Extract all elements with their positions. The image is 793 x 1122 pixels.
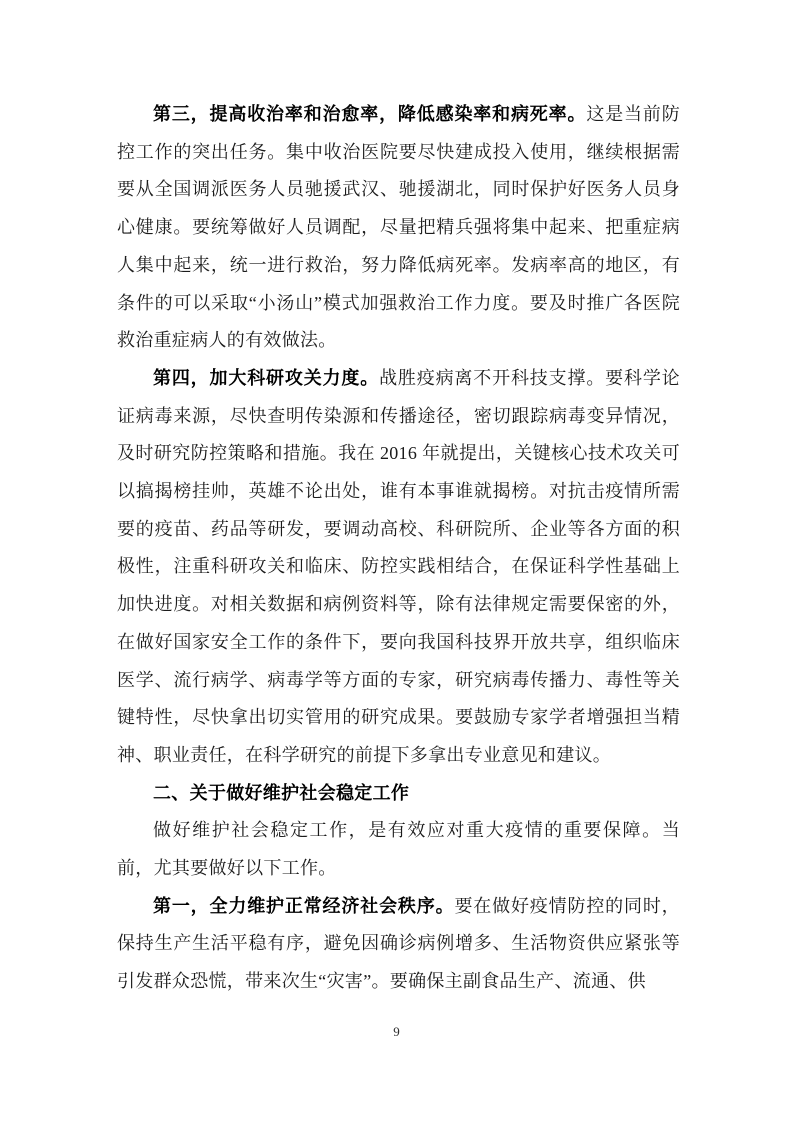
section-heading-two: 二、关于做好维护社会稳定工作 <box>153 782 410 803</box>
paragraph-third-text: 这是当前防控工作的突出任务。集中收治医院要尽快建成投入使用，继续根据需要从全国调派医务人员驰援武汉、驰援湖北，同时保护好医务人员身心健康。要统筹做好人员调配，尽量把精兵强将集中起来、把重症病人集中起来，统一进行救治，努力降低病死率。发病率高的地区，有条件的可以采取“小汤山”模式加强救治工作力度。要及时推广各医院救治重症病人的有效做法。 <box>117 104 681 351</box>
paragraph-fourth <box>117 360 680 775</box>
paragraph-first-lead: 第一，全力维护正常经济社会秩序。 <box>153 895 455 916</box>
document-body <box>117 96 680 1001</box>
paragraph-first-text: 要在做好疫情防控的同时，保持生产生活平稳有序，避免因确诊病例增多、生活物资供应紧张等引发群众恐慌，带来次生“灾害”。要确保主副食品生产、流通、供 <box>117 895 680 992</box>
paragraph-first <box>117 888 680 1001</box>
paragraph-overview-text: 做好维护社会稳定工作，是有效应对重大疫情的重要保障。当前，尤其要做好以下工作。 <box>117 820 680 879</box>
paragraph-overview <box>117 812 680 887</box>
page-footer <box>0 1024 793 1040</box>
page-number: 9 <box>393 1024 400 1039</box>
paragraph-third <box>117 96 680 360</box>
paragraph-fourth-text: 战胜疫病离不开科技支撑。要科学论证病毒来源，尽快查明传染源和传播途径，密切跟踪病毒变异情况，及时研究防控策略和措施。我在 2016 年就提出，关键核心技术攻关可以搞揭榜挂帅，英雄不论出处，谁有本事谁就揭榜。对抗击疫情所需要的疫苗、药品等研发，要调动高校、科研院所、企业等各方面的积极性，注重科研攻关和临床、防控实践相结合，在保证科学性基础上加快进度。对相关数据和病例资料等，除有法律规定需要保密的外，在做好国家安全工作的条件下，要向我国科技界开放共享，组织临床医学、流行病学、病毒学等方面的专家，研究病毒传播力、毒性等关键特性，尽快拿出切实管用的研究成果。要鼓励专家学者增强担当精神、职业责任，在科学研究的前提下多拿出专业意见和建议。 <box>117 367 680 765</box>
paragraph-fourth-lead: 第四，加大科研攻关力度。 <box>153 367 380 388</box>
paragraph-third-lead: 第三，提高收治率和治愈率，降低感染率和病死率。 <box>153 104 587 124</box>
